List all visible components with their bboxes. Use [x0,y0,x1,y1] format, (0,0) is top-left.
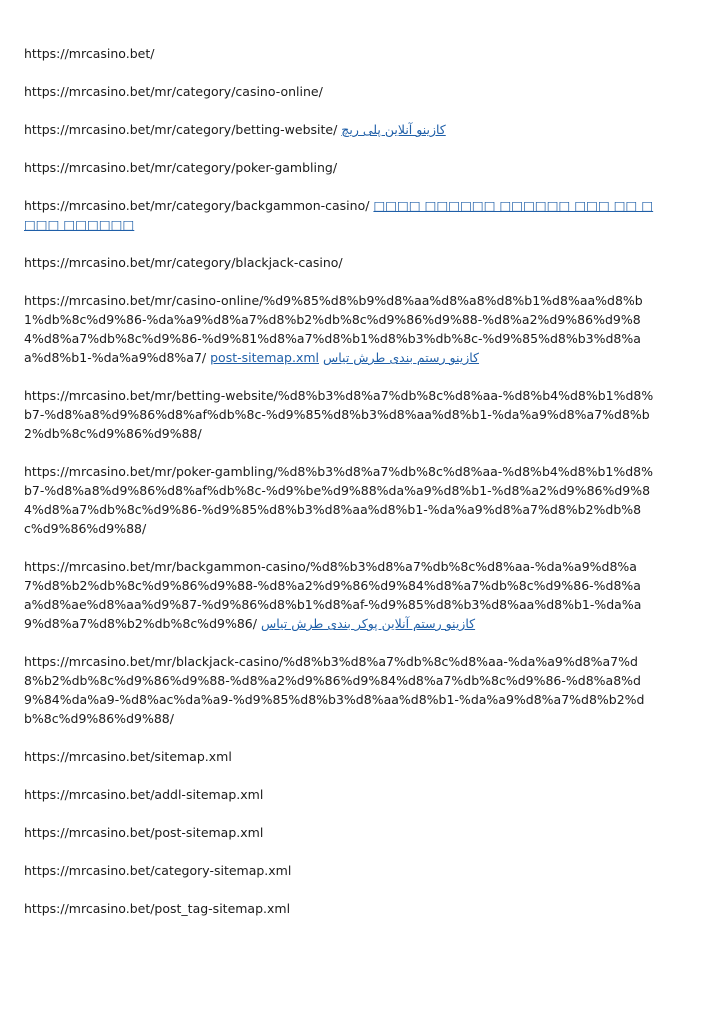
url-text: https://mrcasino.bet/ [24,46,155,61]
url-text: https://mrcasino.bet/mr/blackjack-casino/%d8%b3%d8%a7%db%8c%d8%aa-%da%a9%d8%a7%d8%b2%db%8c%d9%86%d9%88-%d8%a2%d9%86%d9%84%d8%a7%db%8c%d9%86-%d8%a8%d9%84%da%a9-%d8%ac%da%a9-%d9%85%d8%b3%d8%aa%d8%b1-%da%a9%d8%a7%d8%b2%db%8c%d9%86%d9%88/ [24,654,645,726]
list-item [24,291,654,367]
list-item [24,120,654,139]
url-text: https://mrcasino.bet/mr/category/blackjack-casino/ [24,255,343,270]
list-item [24,557,654,633]
list-item [24,462,654,538]
persian-link[interactable]: کازینو آنلاین پلی ریچ [341,122,446,137]
list-item [24,253,654,272]
url-text: https://mrcasino.bet/mr/poker-gambling/%d8%b3%d8%a7%db%8c%d8%aa-%d8%b4%d8%b1%d8%b7-%d8%a8%d9%86%d8%af%db%8c-%d9%be%d9%88%da%a9%d8%b1-%d8%a2%d9%86%d9%84%d8%a7%db%8c%d9%86-%d9%85%d8%b3%d8%aa%d8%b1-%da%a9%d8%a7%d8%b2%db%8c%d9%86%d9%88/ [24,464,653,536]
document-body [24,44,654,937]
url-text: https://mrcasino.bet/post_tag-sitemap.xml [24,901,291,916]
list-item [24,861,654,880]
list-item [24,785,654,804]
url-text: https://mrcasino.bet/sitemap.xml [24,749,232,764]
url-text: https://mrcasino.bet/mr/backgammon-casino/%d8%b3%d8%a7%db%8c%d8%aa-%da%a9%d8%a7%d8%b2%db%8c%d9%86%d9%88-%d8%a2%d9%86%d9%84%d8%a7%db%8c%d9%86-%d8%aa%d8%ae%d8%aa%d9%87-%d9%86%d8%b1%d8%af-%d9%85%d8%b3%d8%aa%d8%b1-%da%a9%d8%a7%d8%b2%db%8c%d9%86/ [24,559,642,631]
list-item [24,899,654,918]
url-text: https://mrcasino.bet/mr/category/poker-gambling/ [24,160,338,175]
missing-glyph-link[interactable]: □□□□ □□□□□□ □□□□□□ □□□ □□ □□□□ □□□□□□ [24,198,654,232]
url-text: https://mrcasino.bet/addl-sitemap.xml [24,787,264,802]
list-item [24,158,654,177]
url-text: https://mrcasino.bet/mr/category/backgammon-casino/ [24,198,370,213]
url-text: https://mrcasino.bet/mr/category/casino-online/ [24,84,323,99]
list-item [24,44,654,63]
list-item [24,386,654,443]
url-text: https://mrcasino.bet/post-sitemap.xml [24,825,264,840]
list-item [24,652,654,728]
post-sitemap-link[interactable]: post-sitemap.xml [210,350,319,365]
url-text: https://mrcasino.bet/mr/casino-online/%d9%85%d8%b9%d8%aa%d8%a8%d8%b1%d8%aa%d8%b1%db%8c%d9%86-%da%a9%d8%a7%d8%b2%db%8c%d9%86%d9%88-%d8%a2%d9%86%d9%84%d8%a7%db%8c%d9%86-%d9%81%d8%a7%d8%b1%d8%b3%db%8c-%d9%85%d8%b3%d8%aa%d8%b1-%da%a9%d8%a7/ [24,293,643,365]
list-item [24,196,654,234]
url-text: https://mrcasino.bet/mr/category/betting-website/ [24,122,338,137]
list-item [24,823,654,842]
persian-link[interactable]: کازینو رستم آنلاین پوکر بندی طرش تیاس [260,616,476,631]
url-text: https://mrcasino.bet/mr/betting-website/%d8%b3%d8%a7%db%8c%d8%aa-%d8%b4%d8%b1%d8%b7-%d8%a8%d9%86%d8%af%db%8c-%d9%85%d8%b3%d8%aa%d8%b1-%da%a9%d8%a7%d8%b2%db%8c%d9%86%d9%88/ [24,388,654,441]
url-text: https://mrcasino.bet/category-sitemap.xml [24,863,292,878]
persian-link[interactable]: کازینو رستم بندی طرش تیاس [322,350,480,365]
list-item [24,747,654,766]
list-item [24,82,654,101]
